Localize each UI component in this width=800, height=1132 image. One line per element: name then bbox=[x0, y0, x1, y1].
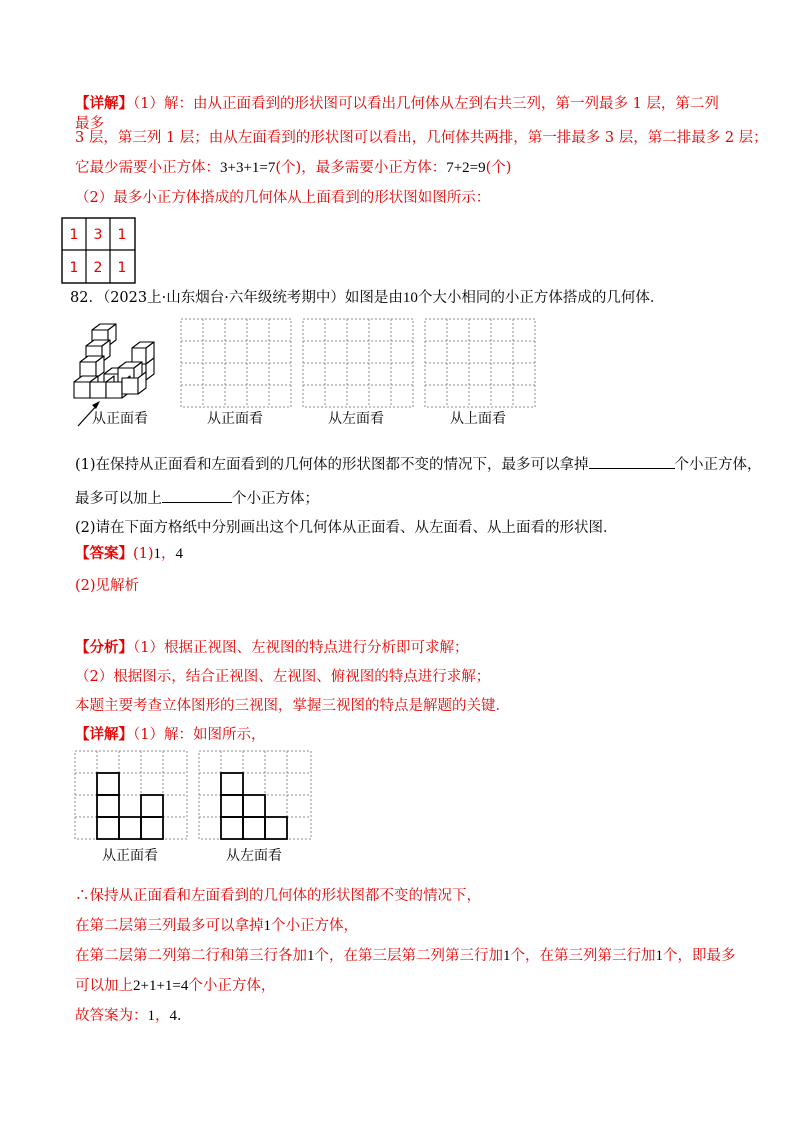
expr-max: 7+2=9 bbox=[446, 160, 486, 176]
detail-paragraph-1: 【详解】（1）解：由从正面看到的形状图可以看出几何体从左到右共三列，第一列最多 1 层，第二列最多 bbox=[75, 95, 719, 132]
problem-statement: 82．（2023上·山东烟台·六年级统考期中）如图是由10个大小相同的小正方体搭成的几何体． bbox=[70, 290, 665, 306]
answer-blank-2[interactable] bbox=[162, 488, 232, 503]
question-1-cont: 最多可以加上 个小正方体； bbox=[75, 488, 319, 509]
grid-cell: 1 bbox=[117, 227, 127, 243]
detail-line-4: （2）最多小正方体搭成的几何体从上面看到的形状图如图所示： bbox=[75, 190, 491, 206]
detail2-line: 【详解】（1）解：如图所示， bbox=[75, 726, 266, 743]
answer-tag: 【答案】 bbox=[75, 545, 133, 562]
analysis-tag: 【分析】 bbox=[75, 639, 133, 656]
expr-min: 3+3+1=7 bbox=[220, 160, 276, 176]
conclusion-line-1: ∴保持从正面看和左面看到的几何体的形状图都不变的情况下， bbox=[75, 888, 481, 904]
grid-front bbox=[180, 318, 293, 408]
top-view-count-grid bbox=[61, 217, 137, 285]
solution-left-view bbox=[198, 750, 314, 842]
answer-line: 【答案】(1)1，4 bbox=[75, 545, 184, 562]
conclusion-line-2: 在第二层第三列最多可以拿掉1个小正方体， bbox=[75, 918, 358, 934]
problem-source: （2023上·山东烟台·六年级统考期中） bbox=[102, 290, 345, 306]
arrow-label: 从正面看 bbox=[92, 411, 148, 427]
detail2-tag: 【详解】 bbox=[75, 726, 133, 743]
question-2: (2)请在下面方格纸中分别画出这个几何体从正面看、从左面看、从上面看的形状图． bbox=[75, 520, 618, 536]
grid-cell: 1 bbox=[69, 260, 79, 276]
question-1: (1)在保持从正面看和左面看到的几何体的形状图都不变的情况下，最多可以拿掉 个小正方体， bbox=[75, 454, 762, 475]
detail-line-2: 3 层，第三列 1 层；由从左面看到的形状图可以看出，几何体共两排，第一排最多 3 层，第二排最多 2 层； bbox=[75, 130, 768, 146]
conclusion-line-5: 故答案为：1，4． bbox=[75, 1008, 192, 1024]
solution-front-view bbox=[74, 750, 190, 842]
grid-cell: 2 bbox=[93, 260, 103, 276]
grid-left bbox=[302, 318, 415, 408]
detail-tag: 【详解】 bbox=[75, 95, 133, 112]
analysis-line-3: 本题主要考查立体图形的三视图，掌握三视图的特点是解题的关键． bbox=[75, 698, 510, 714]
grid-cell: 3 bbox=[93, 227, 103, 243]
analysis-line-1: 【分析】（1）根据正视图、左视图的特点进行分析即可求解； bbox=[75, 639, 469, 656]
grid-cell: 1 bbox=[69, 227, 79, 243]
answer-blank-1[interactable] bbox=[589, 454, 675, 469]
cube-count: 10 bbox=[402, 290, 418, 306]
grid-top bbox=[424, 318, 537, 408]
detail-line-3: 它最少需要小正方体：3+3+1=7(个)，最多需要小正方体：7+2=9(个) bbox=[75, 160, 512, 176]
conclusion-line-4: 可以加上2+1+1=4个小正方体， bbox=[75, 978, 276, 994]
solution-caption-left: 从左面看 bbox=[226, 848, 282, 864]
grid-cell: 1 bbox=[117, 260, 127, 276]
caption-left: 从左面看 bbox=[328, 411, 384, 427]
caption-top: 从上面看 bbox=[450, 411, 506, 427]
caption-front: 从正面看 bbox=[207, 411, 263, 427]
solution-caption-front: 从正面看 bbox=[102, 848, 158, 864]
analysis-line-2: （2）根据图示，结合正视图、左视图、俯视图的特点进行求解； bbox=[75, 669, 491, 685]
expr-add: 2+1+1=4 bbox=[133, 978, 189, 994]
problem-number: 82． bbox=[70, 290, 103, 306]
conclusion-line-3: 在第二层第二列第二行和第三行各加1个，在第三层第二列第三行加1个，在第三列第三行加1个，即最多 bbox=[75, 948, 736, 964]
answer-line-2: (2)见解析 bbox=[75, 578, 140, 594]
